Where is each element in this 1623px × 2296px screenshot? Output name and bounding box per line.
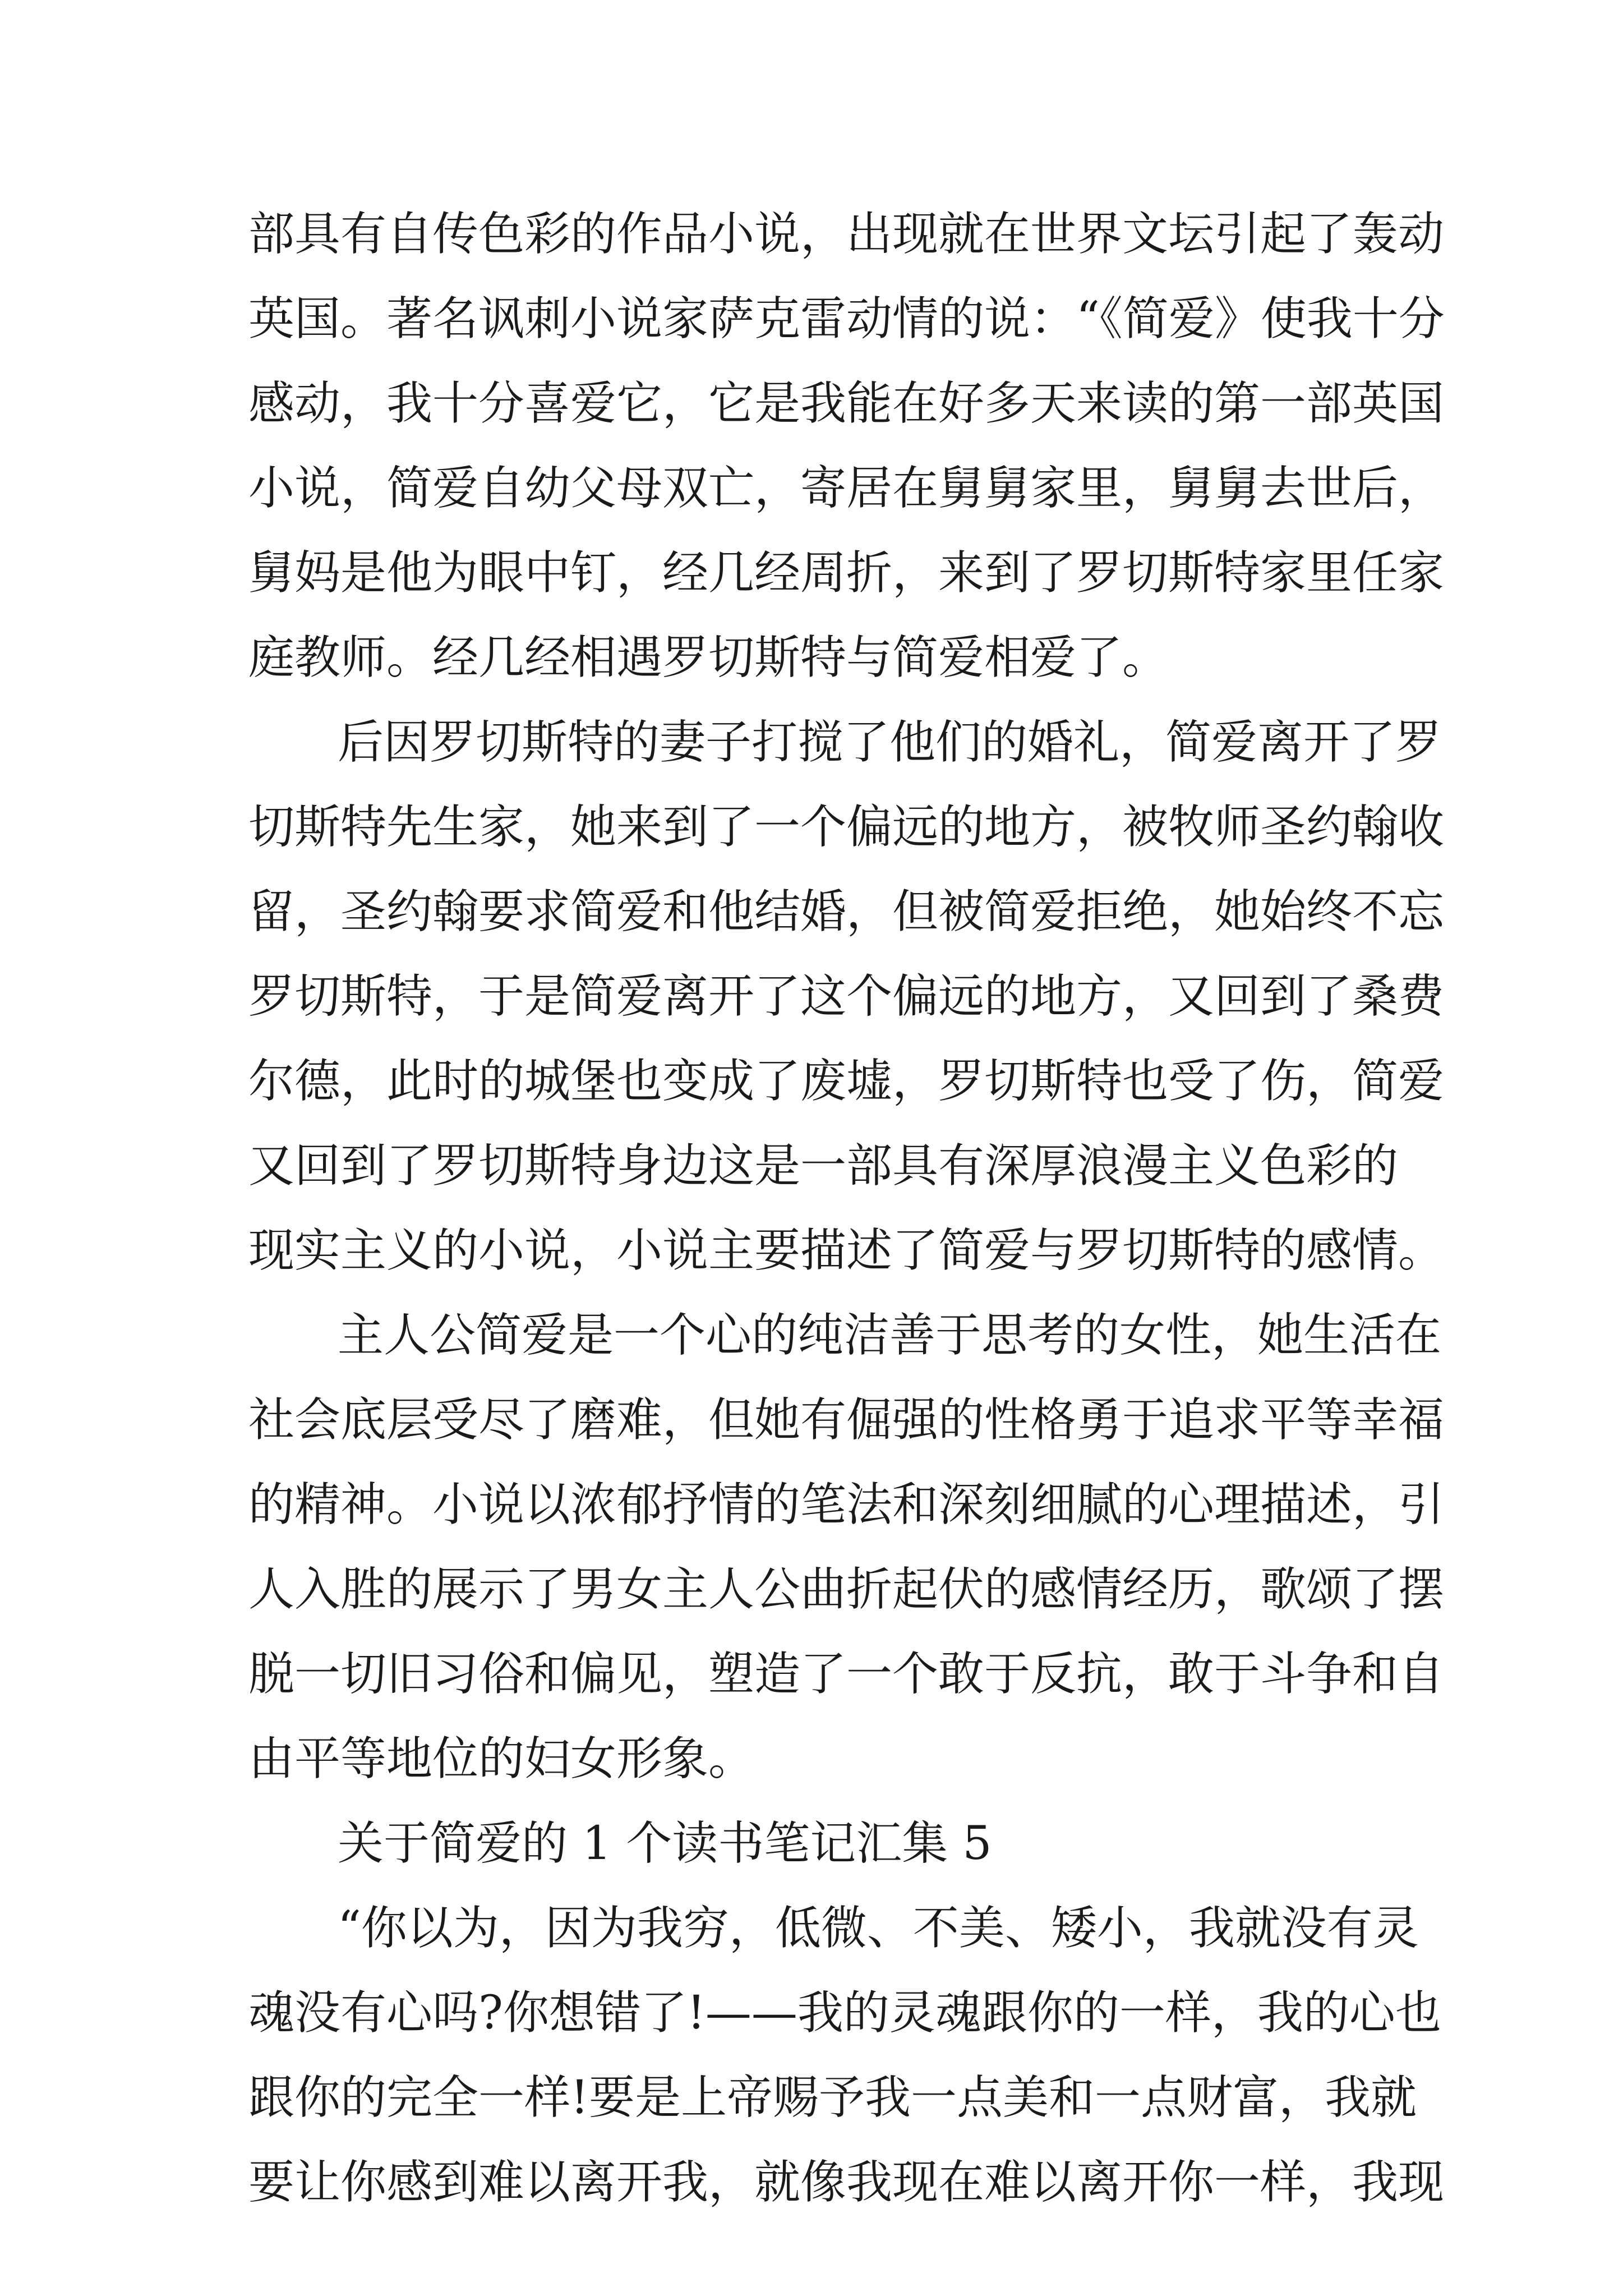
text-line: 感动，我十分喜爱它，它是我能在好多天来读的第一部英国 (248, 377, 1445, 430)
text-line: 由平等地位的妇女形象。 (248, 1732, 755, 1786)
text-line: 切斯特先生家，她来到了一个偏远的地方，被牧师圣约翰收 (248, 800, 1445, 854)
text-line: 跟你的完全一样!要是上帝赐予我一点美和一点财富，我就 (248, 2071, 1417, 2124)
text-line: 主人公简爱是一个心的纯洁善于思考的女性，她生活在 (338, 1309, 1442, 1362)
text-line: 舅妈是他为眼中钉，经几经周折，来到了罗切斯特家里任家 (248, 546, 1445, 600)
text-line: 的精神。小说以浓郁抒情的笔法和深刻细腻的心理描述，引 (248, 1478, 1445, 1531)
text-line: 社会底层受尽了磨难，但她有倔强的性格勇于追求平等幸福 (248, 1393, 1445, 1447)
text-line: 留，圣约翰要求简爱和他结婚，但被简爱拒绝，她始终不忘 (248, 885, 1445, 938)
text-line: 小说，简爱自幼父母双亡，寄居在舅舅家里，舅舅去世后， (248, 462, 1445, 515)
text-line: 要让你感到难以离开我，就像我现在难以离开你一样，我现 (248, 2156, 1445, 2209)
text-line: 庭教师。经几经相遇罗切斯特与简爱相爱了。 (248, 631, 1169, 684)
text-line: 魂没有心吗?你想错了!——我的灵魂跟你的一样，我的心也 (248, 1986, 1441, 2040)
text-line: 人入胜的展示了男女主人公曲折起伏的感情经历，歌颂了摆 (248, 1563, 1445, 1616)
text-line: 尔德，此时的城堡也变成了废墟，罗切斯特也受了伤，简爱 (248, 1055, 1445, 1108)
text-line: 罗切斯特，于是简爱离开了这个偏远的地方，又回到了桑费 (248, 970, 1445, 1023)
text-line: 又回到了罗切斯特身边这是一部具有深厚浪漫主义色彩的 (248, 1139, 1399, 1193)
text-line: 脱一切旧习俗和偏见，塑造了一个敢于反抗，敢于斗争和自 (248, 1648, 1445, 1701)
text-line: 后因罗切斯特的妻子打搅了他们的婚礼，简爱离开了罗 (338, 716, 1442, 769)
text-line: 现实主义的小说，小说主要描述了简爱与罗切斯特的感情。 (248, 1224, 1445, 1277)
text-line: 英国。著名讽刺小说家萨克雷动情的说：“《简爱》使我十分 (248, 292, 1445, 346)
section-heading: 关于简爱的 1 个读书笔记汇集 5 (338, 1817, 992, 1870)
text-line: 部具有自传色彩的作品小说，出现就在世界文坛引起了轰动 (248, 208, 1445, 261)
text-line: “你以为，因为我穷，低微、不美、矮小，我就没有灵 (338, 1902, 1419, 1955)
